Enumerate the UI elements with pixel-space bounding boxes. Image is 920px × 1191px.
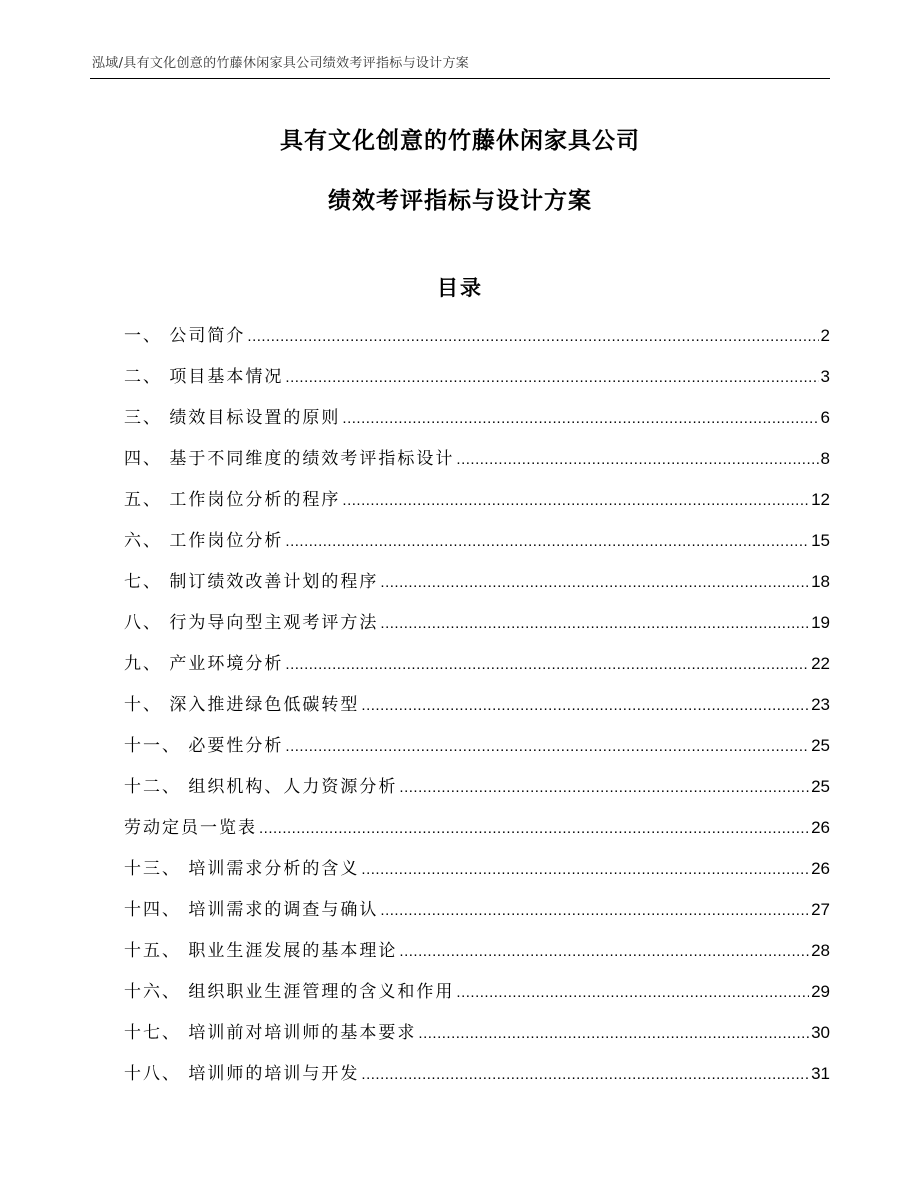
- toc-entry-page-number: 30: [811, 1023, 830, 1042]
- toc-entry-label: 劳动定员一览表: [124, 818, 257, 838]
- toc-entry[interactable]: [124, 363, 830, 404]
- toc-dot-leader: [247, 323, 818, 351]
- toc-entry[interactable]: [124, 978, 830, 1019]
- toc-entry-label: 十八、 培训师的培训与开发: [124, 1064, 360, 1084]
- toc-entry-page-number: 23: [811, 695, 830, 714]
- toc-entry-page-number: 26: [811, 859, 830, 878]
- toc-dot-leader: [259, 815, 809, 843]
- toc-entry[interactable]: [124, 445, 830, 486]
- toc-entry-label: 二、 项目基本情况: [124, 367, 284, 387]
- toc-entry-page-number: 27: [811, 900, 830, 919]
- toc-entry[interactable]: [124, 322, 830, 363]
- toc-entry-page-number: 19: [811, 613, 830, 632]
- toc-dot-leader: [361, 1061, 809, 1089]
- toc-dot-leader: [380, 569, 809, 597]
- toc-entry-page-number: 28: [811, 941, 830, 960]
- toc-entry[interactable]: [124, 855, 830, 896]
- toc-dot-leader: [285, 528, 809, 556]
- header-divider: [90, 78, 830, 79]
- toc-entry-label: 十四、 培训需求的调查与确认: [124, 900, 379, 920]
- toc-entry-label: 九、 产业环境分析: [124, 654, 284, 674]
- toc-entry-label: 七、 制订绩效改善计划的程序: [124, 572, 379, 592]
- toc-entry[interactable]: [124, 527, 830, 568]
- toc-entry[interactable]: [124, 814, 830, 855]
- toc-dot-leader: [456, 446, 818, 474]
- toc-entry[interactable]: [124, 1019, 830, 1060]
- toc-entry[interactable]: [124, 650, 830, 691]
- toc-entry-page-number: 18: [811, 572, 830, 591]
- document-title-line-2: 绩效考评指标与设计方案: [328, 188, 592, 214]
- toc-entry-page-number: 25: [811, 736, 830, 755]
- toc-entry[interactable]: [124, 937, 830, 978]
- toc-entry-label: 十七、 培训前对培训师的基本要求: [124, 1023, 417, 1043]
- toc-entry-page-number: 2: [820, 326, 830, 345]
- toc-dot-leader: [456, 979, 809, 1007]
- toc-entry-label: 一、 公司简介: [124, 326, 246, 346]
- toc-entry-page-number: 6: [820, 408, 830, 427]
- toc-entry[interactable]: [124, 404, 830, 445]
- toc-heading: 目录: [437, 276, 483, 300]
- toc-entry[interactable]: [124, 486, 830, 527]
- toc-entry[interactable]: [124, 691, 830, 732]
- toc-entry[interactable]: [124, 609, 830, 650]
- toc-entry-label: 六、 工作岗位分析: [124, 531, 284, 551]
- document-title-line-1: 具有文化创意的竹藤休闲家具公司: [280, 128, 640, 154]
- table-of-contents: [124, 322, 830, 1101]
- toc-entry[interactable]: [124, 732, 830, 773]
- toc-entry[interactable]: [124, 568, 830, 609]
- toc-dot-leader: [285, 651, 809, 679]
- toc-entry-page-number: 25: [811, 777, 830, 796]
- toc-entry-label: 四、 基于不同维度的绩效考评指标设计: [124, 449, 455, 469]
- toc-entry-page-number: 31: [811, 1064, 830, 1083]
- toc-dot-leader: [361, 856, 809, 884]
- toc-dot-leader: [285, 364, 818, 392]
- toc-entry-page-number: 12: [811, 490, 830, 509]
- toc-entry-page-number: 15: [811, 531, 830, 550]
- toc-entry-page-number: 22: [811, 654, 830, 673]
- toc-dot-leader: [399, 774, 809, 802]
- toc-dot-leader: [399, 938, 809, 966]
- toc-entry-label: 十五、 职业生涯发展的基本理论: [124, 941, 398, 961]
- toc-entry[interactable]: [124, 1060, 830, 1101]
- toc-dot-leader: [285, 733, 809, 761]
- toc-entry-label: 十六、 组织职业生涯管理的含义和作用: [124, 982, 455, 1002]
- toc-entry-label: 八、 行为导向型主观考评方法: [124, 613, 379, 633]
- toc-entry-label: 五、 工作岗位分析的程序: [124, 490, 341, 510]
- toc-entry-page-number: 26: [811, 818, 830, 837]
- toc-entry-page-number: 29: [811, 982, 830, 1001]
- toc-entry-page-number: 8: [820, 449, 830, 468]
- toc-entry-label: 十三、 培训需求分析的含义: [124, 859, 360, 879]
- toc-dot-leader: [361, 692, 809, 720]
- toc-dot-leader: [418, 1020, 809, 1048]
- toc-entry-label: 十、 深入推进绿色低碳转型: [124, 695, 360, 715]
- toc-entry[interactable]: [124, 896, 830, 937]
- toc-entry-label: 十二、 组织机构、人力资源分析: [124, 777, 398, 797]
- toc-entry-label: 三、 绩效目标设置的原则: [124, 408, 341, 428]
- toc-dot-leader: [380, 610, 809, 638]
- toc-dot-leader: [342, 487, 809, 515]
- toc-entry-label: 十一、 必要性分析: [124, 736, 284, 756]
- toc-dot-leader: [380, 897, 809, 925]
- toc-entry-page-number: 3: [820, 367, 830, 386]
- running-header: 泓域/具有文化创意的竹藤休闲家具公司绩效考评指标与设计方案: [92, 56, 470, 71]
- toc-entry[interactable]: [124, 773, 830, 814]
- toc-dot-leader: [342, 405, 818, 433]
